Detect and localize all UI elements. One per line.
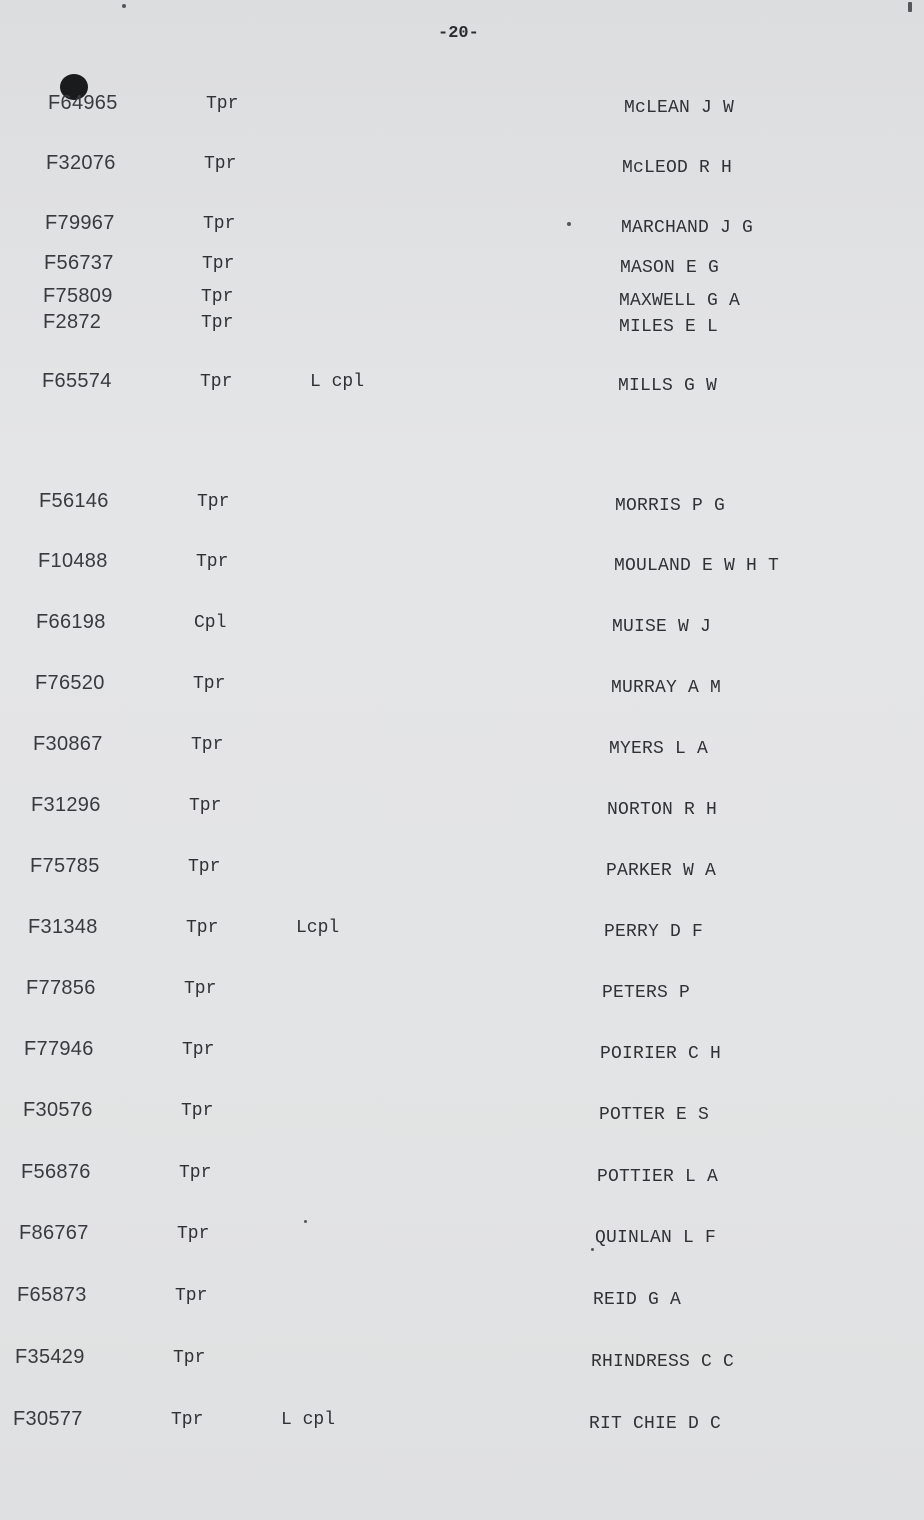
service-number: F30867	[33, 733, 103, 755]
rank: Tpr	[179, 1163, 212, 1183]
member-name: MUISE W J	[612, 617, 712, 637]
roster-row	[30, 855, 910, 879]
service-number: F35429	[15, 1346, 85, 1368]
rank: Tpr	[193, 674, 226, 694]
roster-row	[15, 1346, 895, 1370]
roster-row	[35, 672, 915, 696]
roster-row	[42, 370, 922, 394]
member-name: MASON E G	[620, 258, 720, 278]
service-number: F31296	[31, 794, 101, 816]
rank: Tpr	[191, 735, 224, 755]
member-name: PETERS P	[602, 983, 691, 1003]
roster-row	[23, 1099, 903, 1123]
roster-row	[45, 212, 924, 236]
member-name: NORTON R H	[607, 800, 718, 820]
roster-row	[17, 1284, 897, 1308]
roster-row	[24, 1038, 904, 1062]
roster-row	[19, 1222, 899, 1246]
appointment: L cpl	[281, 1410, 336, 1430]
service-number: F30576	[23, 1099, 93, 1121]
member-name: PARKER W A	[606, 861, 717, 881]
rank: Tpr	[203, 214, 236, 234]
rank: Tpr	[204, 154, 237, 174]
service-number: F10488	[38, 550, 108, 572]
member-name: MILLS G W	[618, 376, 718, 396]
member-name: RIT CHIE D C	[589, 1414, 722, 1434]
appointment: L cpl	[310, 372, 365, 392]
service-number: F56737	[44, 252, 114, 274]
member-name: REID G A	[593, 1290, 682, 1310]
service-number: F66198	[36, 611, 106, 633]
rank: Cpl	[194, 613, 227, 633]
member-name: POTTER E S	[599, 1105, 710, 1125]
rank: Tpr	[202, 254, 235, 274]
service-number: F56876	[21, 1161, 91, 1183]
member-name: POIRIER C H	[600, 1044, 722, 1064]
member-name: McLEOD R H	[622, 158, 733, 178]
roster-row	[44, 252, 924, 276]
page-number: -20-	[438, 24, 479, 43]
roster-row	[46, 152, 924, 176]
member-name: McLEAN J W	[624, 98, 735, 118]
rank: Tpr	[196, 552, 229, 572]
rank: Tpr	[177, 1224, 210, 1244]
member-name: RHINDRESS C C	[591, 1352, 735, 1372]
speck	[908, 2, 912, 12]
roster-row	[28, 916, 908, 940]
service-number: F64965	[48, 92, 118, 114]
service-number: F77856	[26, 977, 96, 999]
roster-row	[26, 977, 906, 1001]
member-name: MARCHAND J G	[621, 218, 754, 238]
roster-row	[13, 1408, 893, 1432]
roster-row	[36, 611, 916, 635]
member-name: MURRAY A M	[611, 678, 722, 698]
service-number: F56146	[39, 490, 109, 512]
rank: Tpr	[182, 1040, 215, 1060]
service-number: F31348	[28, 916, 98, 938]
service-number: F77946	[24, 1038, 94, 1060]
member-name: POTTIER L A	[597, 1167, 719, 1187]
speck	[591, 1248, 594, 1251]
service-number: F86767	[19, 1222, 89, 1244]
appointment: Lcpl	[296, 918, 340, 938]
speck	[122, 4, 126, 8]
member-name: MAXWELL G A	[619, 291, 741, 311]
service-number: F79967	[45, 212, 115, 234]
service-number: F75809	[43, 285, 113, 307]
service-number: F65574	[42, 370, 112, 392]
service-number: F30577	[13, 1408, 83, 1430]
roster-row	[39, 490, 919, 514]
roster-row	[33, 733, 913, 757]
roster-row	[31, 794, 911, 818]
member-name: MORRIS P G	[615, 496, 726, 516]
rank: Tpr	[200, 372, 233, 392]
rank: Tpr	[184, 979, 217, 999]
rank: Tpr	[171, 1410, 204, 1430]
rank: Tpr	[173, 1348, 206, 1368]
rank: Tpr	[201, 313, 234, 333]
roster-row	[21, 1161, 901, 1185]
member-name: MOULAND E W H T	[614, 556, 780, 576]
service-number: F65873	[17, 1284, 87, 1306]
rank: Tpr	[188, 857, 221, 877]
service-number: F32076	[46, 152, 116, 174]
roster-row	[43, 285, 923, 309]
rank: Tpr	[175, 1286, 208, 1306]
roster-row	[43, 311, 923, 335]
member-name: MYERS L A	[609, 739, 709, 759]
rank: Tpr	[181, 1101, 214, 1121]
rank: Tpr	[201, 287, 234, 307]
service-number: F75785	[30, 855, 100, 877]
rank: Tpr	[189, 796, 222, 816]
rank: Tpr	[206, 94, 239, 114]
roster-row	[48, 92, 924, 116]
rank: Tpr	[197, 492, 230, 512]
member-name: MILES E L	[619, 317, 719, 337]
member-name: PERRY D F	[604, 922, 704, 942]
service-number: F76520	[35, 672, 105, 694]
service-number: F2872	[43, 311, 102, 333]
roster-row	[38, 550, 918, 574]
member-name: QUINLAN L F	[595, 1228, 717, 1248]
rank: Tpr	[186, 918, 219, 938]
